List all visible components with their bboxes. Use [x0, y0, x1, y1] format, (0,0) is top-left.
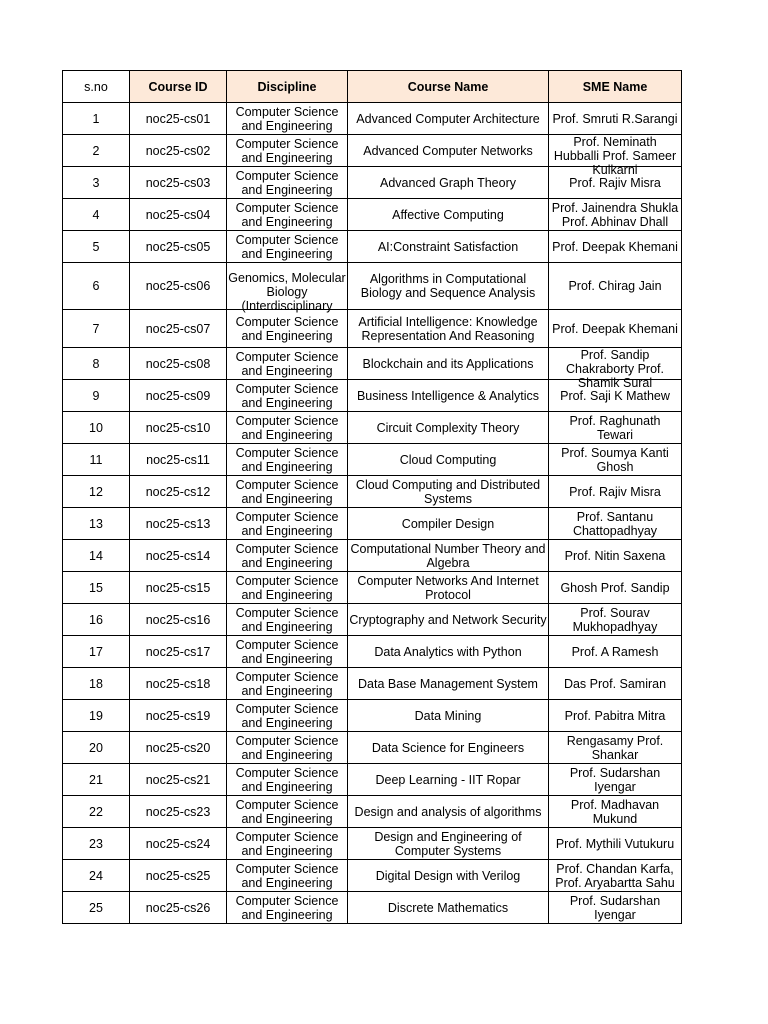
cell-discipline [227, 604, 348, 636]
cell-course-name-text: Business Intelligence & Analytics [356, 388, 540, 403]
cell-course-name-text: Affective Computing [392, 207, 504, 222]
cell-course-name [348, 700, 549, 732]
cell-sme-name-text: Prof. Chandan Karfa, Prof. Aryabartta Sahu [555, 861, 675, 890]
cell-discipline [227, 135, 348, 167]
cell-sno [63, 828, 130, 860]
cell-sme-name [549, 231, 682, 263]
cell-discipline-text: Computer Science and Engineering [235, 893, 339, 922]
cell-course-id-text: noc25-cs09 [145, 388, 211, 403]
cell-sme-name [549, 572, 682, 604]
cell-course-name [348, 508, 549, 540]
table-row [63, 636, 682, 668]
cell-course-name [348, 540, 549, 572]
cell-course-name-text: Data Mining [414, 708, 482, 723]
cell-course-name [348, 828, 549, 860]
cell-course-name [348, 476, 549, 508]
cell-course-id [130, 135, 227, 167]
table-row [63, 476, 682, 508]
cell-discipline [227, 636, 348, 668]
cell-discipline [227, 310, 348, 348]
cell-discipline [227, 796, 348, 828]
cell-sme-name [549, 668, 682, 700]
cell-sno-text: 9 [92, 388, 100, 403]
cell-discipline [227, 103, 348, 135]
cell-sme-name [549, 444, 682, 476]
cell-sme-name-text: Prof. Saji K Mathew [560, 388, 670, 403]
cell-course-id [130, 636, 227, 668]
cell-sme-name-text: Prof. Mythili Vutukuru [555, 836, 675, 851]
table-row [63, 732, 682, 764]
cell-sno-text: 12 [89, 484, 103, 499]
cell-course-id-text: noc25-cs26 [145, 900, 211, 915]
cell-sme-name-text: Prof. Soumya Kanti Ghosh [561, 445, 669, 474]
header-course-id: Course ID [130, 71, 227, 103]
cell-sno-text: 4 [92, 207, 100, 222]
cell-discipline-text: Computer Science and Engineering [235, 477, 339, 506]
cell-sme-name [549, 412, 682, 444]
cell-course-name [348, 348, 549, 380]
cell-discipline-text: Computer Science and Engineering [235, 797, 339, 826]
cell-course-name [348, 892, 549, 924]
cell-course-name-text: Advanced Computer Networks [363, 143, 533, 158]
header-course-name: Course Name [348, 71, 549, 103]
cell-sno-text: 22 [89, 804, 103, 819]
cell-sme-name-text: Ghosh Prof. Sandip [560, 580, 670, 595]
cell-sno [63, 167, 130, 199]
cell-course-name [348, 732, 549, 764]
cell-course-name [348, 103, 549, 135]
table-row [63, 700, 682, 732]
cell-discipline-text: Computer Science and Engineering [235, 669, 339, 698]
cell-sno [63, 540, 130, 572]
cell-sno [63, 636, 130, 668]
cell-sno-text: 10 [89, 420, 103, 435]
cell-sno [63, 668, 130, 700]
cell-sno [63, 444, 130, 476]
cell-sno [63, 135, 130, 167]
cell-sno-text: 5 [92, 239, 100, 254]
cell-sme-name-text: Prof. Madhavan Mukund [570, 797, 660, 826]
cell-sno-text: 1 [92, 111, 100, 126]
cell-sme-name [549, 508, 682, 540]
cell-course-name [348, 764, 549, 796]
cell-course-id-text: noc25-cs02 [145, 143, 211, 158]
cell-course-name-text: Deep Learning - IIT Ropar [375, 772, 521, 787]
table-row [63, 892, 682, 924]
table-body [63, 103, 682, 924]
cell-course-name [348, 668, 549, 700]
cell-sme-name-text: Prof. Sudarshan Iyengar [569, 765, 661, 794]
cell-sno-text: 23 [89, 836, 103, 851]
cell-sno [63, 572, 130, 604]
cell-sno [63, 231, 130, 263]
cell-course-id-text: noc25-cs17 [145, 644, 211, 659]
cell-course-id-text: noc25-cs21 [145, 772, 211, 787]
cell-discipline [227, 764, 348, 796]
table-row [63, 572, 682, 604]
cell-course-id-text: noc25-cs13 [145, 516, 211, 531]
cell-discipline [227, 231, 348, 263]
cell-course-id-text: noc25-cs23 [145, 804, 211, 819]
cell-course-id [130, 508, 227, 540]
cell-discipline [227, 412, 348, 444]
cell-course-id-text: noc25-cs08 [145, 356, 211, 371]
cell-course-name-text: Advanced Computer Architecture [356, 111, 540, 126]
cell-course-id [130, 263, 227, 310]
cell-sno [63, 263, 130, 310]
cell-course-id-text: noc25-cs03 [145, 175, 211, 190]
cell-sno [63, 476, 130, 508]
cell-discipline [227, 732, 348, 764]
cell-discipline [227, 508, 348, 540]
header-row [63, 71, 682, 103]
cell-sme-name-text: Prof. Raghunath Tewari [569, 413, 661, 442]
cell-course-name-text: Circuit Complexity Theory [376, 420, 520, 435]
cell-discipline-text: Computer Science and Engineering [235, 733, 339, 762]
table-row [63, 199, 682, 231]
cell-discipline-text: Computer Science and Engineering [235, 104, 339, 133]
cell-course-name-text: Advanced Graph Theory [380, 175, 516, 190]
cell-sme-name-text: Prof. Chirag Jain [568, 279, 662, 293]
cell-discipline-text: Computer Science and Engineering [235, 413, 339, 442]
cell-sme-name-text: Prof. Jainendra Shukla Prof. Abhinav Dhall [551, 200, 679, 229]
cell-course-name [348, 412, 549, 444]
cell-sme-name [549, 540, 682, 572]
cell-course-id-text: noc25-cs07 [145, 321, 211, 336]
cell-course-id [130, 540, 227, 572]
cell-course-name-text: Computer Networks And Internet Protocol [357, 573, 539, 602]
cell-course-id [130, 764, 227, 796]
cell-course-name-text: Artificial Intelligence: Knowledge Representation And Reasoning [358, 314, 538, 343]
course-table [62, 70, 682, 924]
cell-discipline-text: Computer Science and Engineering [235, 445, 339, 474]
cell-sno-text: 20 [89, 740, 103, 755]
cell-course-id [130, 572, 227, 604]
cell-course-name-text: Design and Engineering of Computer Systems [374, 829, 522, 858]
cell-course-name [348, 310, 549, 348]
cell-sme-name [549, 636, 682, 668]
table-row [63, 310, 682, 348]
cell-sme-name [549, 860, 682, 892]
cell-course-id [130, 444, 227, 476]
cell-course-id-text: noc25-cs11 [146, 452, 210, 467]
cell-sme-name-text: Das Prof. Samiran [563, 676, 667, 691]
cell-course-name-text: Digital Design with Verilog [375, 868, 521, 883]
cell-course-name-text: Blockchain and its Applications [362, 356, 534, 371]
cell-sme-name-text: Prof. Neminath Hubballi Prof. Sameer Kulkarni [553, 135, 677, 177]
cell-discipline-text: Computer Science and Engineering [235, 765, 339, 794]
cell-discipline [227, 348, 348, 380]
cell-course-name [348, 167, 549, 199]
cell-discipline-text: Genomics, Molecular Biology (Interdisciplinary [228, 270, 346, 313]
cell-course-id [130, 348, 227, 380]
cell-course-id [130, 310, 227, 348]
cell-sno [63, 732, 130, 764]
cell-course-name [348, 604, 549, 636]
cell-course-id [130, 231, 227, 263]
table-row [63, 412, 682, 444]
table-row [63, 828, 682, 860]
cell-discipline [227, 828, 348, 860]
cell-course-name-text: Algorithms in Computational Biology and Sequence Analysis [360, 272, 536, 300]
cell-sme-name [549, 199, 682, 231]
cell-course-id [130, 732, 227, 764]
cell-discipline-text: Computer Science and Engineering [235, 509, 339, 538]
cell-sno-text: 19 [89, 708, 103, 723]
cell-discipline-text: Computer Science and Engineering [235, 168, 339, 197]
table-row [63, 135, 682, 167]
cell-course-name [348, 796, 549, 828]
cell-sme-name [549, 348, 682, 390]
table-row [63, 167, 682, 199]
cell-course-name [348, 572, 549, 604]
cell-course-id-text: noc25-cs14 [145, 548, 211, 563]
cell-course-name-text: Cloud Computing and Distributed Systems [355, 477, 541, 506]
cell-discipline [227, 700, 348, 732]
cell-sme-name-text: Prof. Rajiv Misra [569, 484, 661, 499]
table-row [63, 231, 682, 263]
cell-sno-text: 21 [89, 772, 103, 787]
cell-sno [63, 860, 130, 892]
cell-course-name-text: Data Base Management System [358, 676, 538, 691]
cell-course-name-text: Data Analytics with Python [374, 644, 522, 659]
cell-discipline [227, 892, 348, 924]
cell-course-id-text: noc25-cs01 [145, 111, 211, 126]
cell-course-id-text: noc25-cs25 [145, 868, 211, 883]
cell-course-id-text: noc25-cs18 [145, 676, 211, 691]
cell-sno [63, 764, 130, 796]
table-row [63, 540, 682, 572]
cell-sme-name [549, 135, 682, 177]
cell-discipline-text: Computer Science and Engineering [235, 605, 339, 634]
table-row [63, 103, 682, 135]
cell-course-name [348, 135, 549, 167]
cell-course-name [348, 231, 549, 263]
cell-sme-name [549, 310, 682, 348]
table-row [63, 444, 682, 476]
cell-discipline [227, 572, 348, 604]
cell-course-id [130, 167, 227, 199]
cell-discipline-text: Computer Science and Engineering [235, 637, 339, 666]
cell-course-id [130, 103, 227, 135]
cell-discipline [227, 263, 348, 313]
cell-sme-name-text: Prof. Nitin Saxena [564, 548, 666, 563]
cell-sno-text: 16 [89, 612, 103, 627]
table-row [63, 263, 682, 310]
cell-course-name [348, 444, 549, 476]
cell-discipline [227, 167, 348, 199]
cell-sme-name [549, 764, 682, 796]
cell-course-name [348, 380, 549, 412]
cell-sme-name [549, 103, 682, 135]
cell-course-id-text: noc25-cs24 [145, 836, 211, 851]
cell-course-name-text: Discrete Mathematics [387, 900, 509, 915]
cell-sno-text: 8 [92, 356, 100, 371]
cell-sme-name-text: Prof. A Ramesh [571, 644, 659, 659]
cell-course-name [348, 636, 549, 668]
cell-discipline-text: Computer Science and Engineering [235, 381, 339, 410]
cell-sno [63, 380, 130, 412]
cell-sno-text: 17 [89, 644, 103, 659]
cell-discipline [227, 444, 348, 476]
cell-course-id-text: noc25-cs06 [145, 279, 211, 293]
table-row [63, 348, 682, 380]
cell-course-id [130, 796, 227, 828]
table-row [63, 796, 682, 828]
cell-sme-name [549, 476, 682, 508]
cell-discipline-text: Computer Science and Engineering [235, 701, 339, 730]
cell-course-name [348, 199, 549, 231]
cell-course-id-text: noc25-cs05 [145, 239, 211, 254]
cell-sno [63, 604, 130, 636]
cell-sno-text: 13 [89, 516, 103, 531]
cell-course-id [130, 828, 227, 860]
header-sme-name: SME Name [549, 71, 682, 103]
header-discipline: Discipline [227, 71, 348, 103]
cell-sno-text: 25 [89, 900, 103, 915]
cell-course-id-text: noc25-cs19 [145, 708, 211, 723]
cell-sno [63, 700, 130, 732]
cell-sme-name-text: Prof. Sandip Chakraborty Prof. Shamik Sural [566, 348, 664, 390]
cell-discipline [227, 380, 348, 412]
cell-discipline-text: Computer Science and Engineering [235, 349, 339, 378]
cell-course-name-text: Cloud Computing [399, 452, 497, 467]
cell-course-name-text: AI:Constraint Satisfaction [377, 239, 519, 254]
cell-discipline [227, 668, 348, 700]
table-row [63, 604, 682, 636]
cell-sno-text: 11 [89, 452, 103, 467]
cell-sme-name-text: Prof. Santanu Chattopadhyay [572, 509, 658, 538]
cell-sme-name [549, 892, 682, 924]
cell-sno [63, 348, 130, 380]
cell-sme-name [549, 828, 682, 860]
cell-sno-text: 6 [92, 279, 100, 293]
cell-course-id [130, 700, 227, 732]
cell-course-id-text: noc25-cs12 [145, 484, 211, 499]
cell-sno [63, 412, 130, 444]
cell-sme-name-text: Prof. Smruti R.Sarangi [552, 111, 678, 126]
cell-sme-name [549, 604, 682, 636]
cell-sno [63, 103, 130, 135]
cell-course-name-text: Data Science for Engineers [371, 740, 525, 755]
cell-sme-name-text: Prof. Deepak Khemani [552, 239, 678, 254]
cell-discipline [227, 476, 348, 508]
cell-sme-name-text: Rengasamy Prof. Shankar [566, 733, 664, 762]
cell-sme-name-text: Prof. Deepak Khemani [552, 321, 678, 336]
table-row [63, 668, 682, 700]
cell-course-id [130, 199, 227, 231]
cell-sno-text: 15 [89, 580, 103, 595]
cell-course-id [130, 892, 227, 924]
cell-discipline-text: Computer Science and Engineering [235, 314, 339, 343]
cell-sno-text: 14 [89, 548, 103, 563]
cell-sno [63, 199, 130, 231]
cell-discipline-text: Computer Science and Engineering [235, 232, 339, 261]
cell-sno [63, 796, 130, 828]
cell-discipline-text: Computer Science and Engineering [235, 573, 339, 602]
table-row [63, 860, 682, 892]
cell-course-id-text: noc25-cs16 [145, 612, 211, 627]
cell-course-id [130, 668, 227, 700]
cell-sme-name-text: Prof. Pabitra Mitra [564, 708, 666, 723]
cell-sme-name-text: Prof. Rajiv Misra [569, 175, 661, 190]
cell-sno [63, 892, 130, 924]
cell-discipline-text: Computer Science and Engineering [235, 861, 339, 890]
cell-sme-name [549, 263, 682, 310]
cell-course-id [130, 380, 227, 412]
cell-course-id-text: noc25-cs15 [145, 580, 211, 595]
cell-discipline-text: Computer Science and Engineering [235, 829, 339, 858]
cell-sno [63, 508, 130, 540]
cell-course-name-text: Cryptography and Network Security [349, 612, 547, 627]
cell-course-name-text: Design and analysis of algorithms [354, 804, 542, 819]
table-row [63, 764, 682, 796]
cell-course-name [348, 860, 549, 892]
cell-course-name-text: Computational Number Theory and Algebra [350, 541, 546, 570]
cell-course-name-text: Compiler Design [401, 516, 495, 531]
cell-discipline-text: Computer Science and Engineering [235, 541, 339, 570]
cell-discipline-text: Computer Science and Engineering [235, 136, 339, 165]
cell-sno-text: 2 [92, 143, 100, 158]
cell-sno-text: 18 [89, 676, 103, 691]
cell-discipline [227, 860, 348, 892]
cell-course-id [130, 412, 227, 444]
cell-sno-text: 24 [89, 868, 103, 883]
cell-discipline [227, 199, 348, 231]
cell-sme-name-text: Prof. Sourav Mukhopadhyay [572, 605, 658, 634]
cell-course-id [130, 476, 227, 508]
table-row [63, 508, 682, 540]
header-sno: s.no [63, 71, 130, 103]
cell-sno-text: 7 [92, 321, 100, 336]
cell-sme-name-text: Prof. Sudarshan Iyengar [569, 893, 661, 922]
cell-course-id-text: noc25-cs10 [145, 420, 211, 435]
cell-course-id [130, 604, 227, 636]
cell-sno-text: 3 [92, 175, 100, 190]
cell-discipline [227, 540, 348, 572]
cell-course-id-text: noc25-cs04 [145, 207, 211, 222]
cell-course-id [130, 860, 227, 892]
cell-discipline-text: Computer Science and Engineering [235, 200, 339, 229]
cell-sme-name [549, 700, 682, 732]
cell-sme-name [549, 796, 682, 828]
cell-sme-name [549, 732, 682, 764]
cell-course-name [348, 263, 549, 310]
cell-sno [63, 310, 130, 348]
cell-course-id-text: noc25-cs20 [145, 740, 211, 755]
